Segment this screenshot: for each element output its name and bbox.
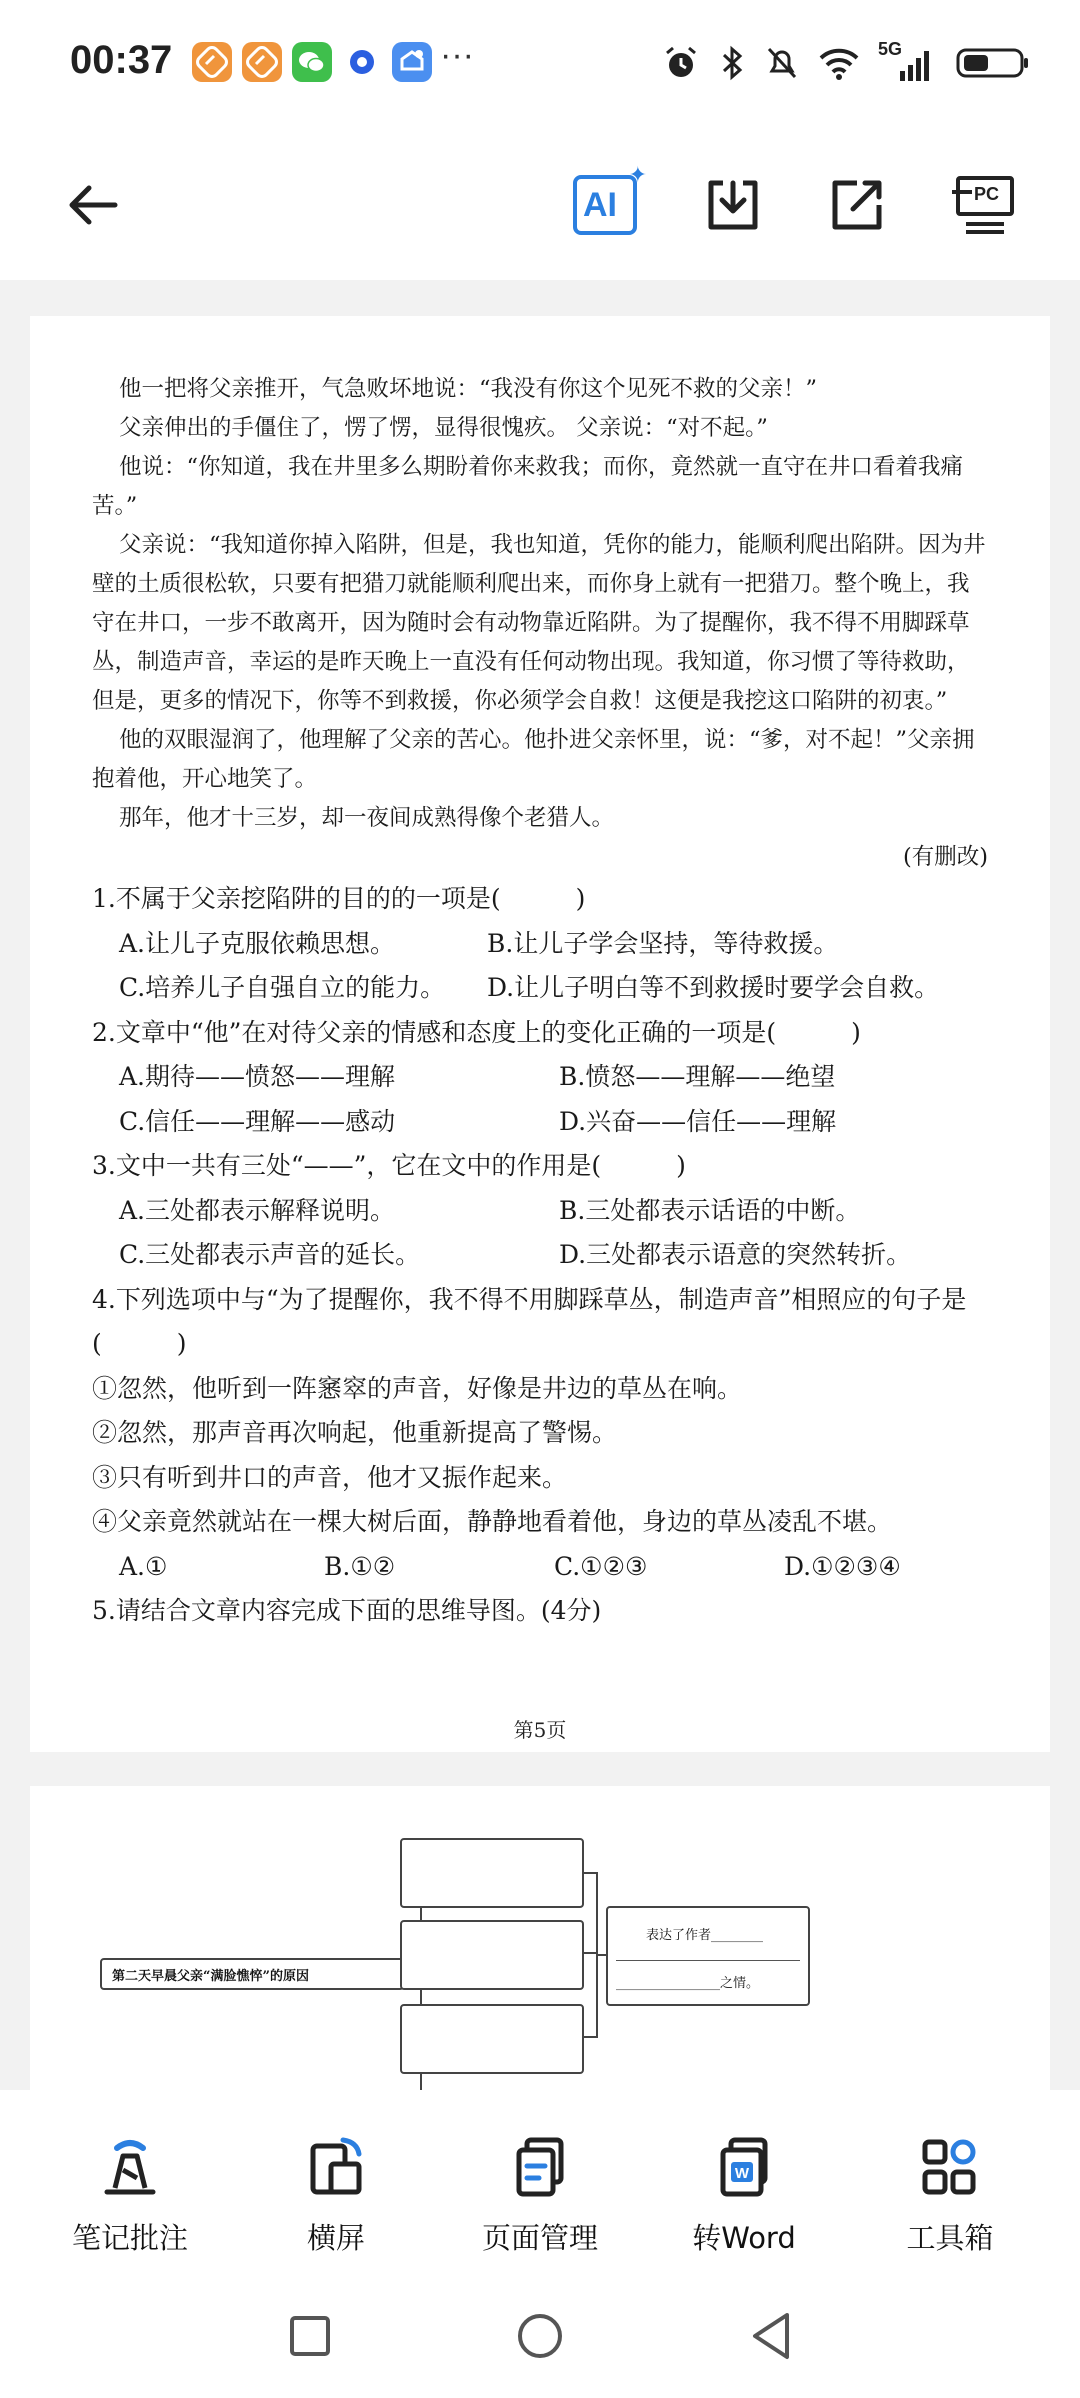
system-nav-bar xyxy=(0,2270,1080,2398)
option: D.三处都表示语意的突然转折。 xyxy=(559,1240,912,1269)
question-item: ①忽然，他听到一阵窸窣的声音，好像是井边的草丛在响。 xyxy=(92,1373,743,1403)
word-convert-icon xyxy=(644,2132,844,2202)
mind-map-blank-box[interactable] xyxy=(400,1838,584,1908)
option: B.①② xyxy=(324,1551,396,1581)
option: A.期待——愤怒——理解 xyxy=(119,1062,396,1091)
signal-icon xyxy=(878,39,938,83)
home-button[interactable] xyxy=(510,2306,570,2366)
convert-word-label: 转Word xyxy=(692,2221,796,2255)
option: B.三处都表示话语的中断。 xyxy=(559,1195,861,1225)
status-time: 00:37 xyxy=(70,38,173,82)
download-button[interactable] xyxy=(688,160,778,250)
app-orange-icon xyxy=(192,42,232,82)
question-item: ④父亲竟然就站在一棵大树后面，静静地看着他，身边的草丛凌乱不堪。 xyxy=(92,1507,893,1536)
page-content xyxy=(92,370,988,1634)
option-row xyxy=(92,1233,988,1278)
option: C.①②③ xyxy=(554,1551,648,1581)
ai-label: AI xyxy=(583,186,617,224)
source-note: (有删改) xyxy=(902,844,988,870)
mute-icon xyxy=(764,44,800,82)
ai-icon xyxy=(573,163,647,235)
mind-map-root-box xyxy=(100,1958,404,1990)
landscape-label: 横屏 xyxy=(306,2221,365,2255)
question-item: ③只有听到井口的声音，他才又振作起来。 xyxy=(92,1462,568,1492)
option-row xyxy=(92,1055,988,1100)
mind-map-conclusion-line1: 表达了作者________ xyxy=(646,1928,764,1943)
question-stem: 1.不属于父亲挖陷阱的目的的一项是( ) xyxy=(92,884,586,913)
option-row xyxy=(92,1545,988,1590)
option: D.让儿子明白等不到救援时要学会自救。 xyxy=(487,973,940,1002)
pc-icon xyxy=(952,174,1018,236)
paragraph: 父亲说：“我知道你掉入陷阱，但是，我也知道，凭你的能力，能顺利爬出陷阱。因为井壁的土质很松软，只要有把猎刀就能顺利爬出来，而你身上就有一把猎刀。整个晚上，我守在井口，一步不敢离开，因为随时会有动物靠近陷阱。为了提醒你，我不得不用脚踩草丛，制造声音，幸运的是昨天晚上一直没有任何动物出现。我知道，你习惯了等待救助，但是，更多的情况下，你等不到救援，你必须学会自救！这便是我挖这口陷阱的初衷。” xyxy=(92,532,986,714)
option: D.兴奋——信任——理解 xyxy=(559,1106,837,1136)
nav-back-button[interactable] xyxy=(740,2306,800,2366)
option: C.信任——理解——感动 xyxy=(119,1106,396,1136)
mind-map-root-label: 第二天早晨父亲“满脸憔悴”的原因 xyxy=(112,1969,309,1984)
option-row xyxy=(92,1189,988,1234)
app-orange-icon xyxy=(242,42,282,82)
back-arrow-icon xyxy=(63,175,123,235)
option-row xyxy=(92,922,988,967)
option: B.让儿子学会坚持，等待救援。 xyxy=(487,928,839,958)
toolbox-button[interactable] xyxy=(850,2132,1050,2257)
wechat-icon xyxy=(292,42,332,82)
option-row xyxy=(92,966,988,1011)
document-viewer[interactable] xyxy=(0,280,1080,2090)
annotate-pen-icon xyxy=(30,2132,230,2202)
status-bar xyxy=(0,0,1080,130)
ai-button[interactable] xyxy=(560,160,650,250)
question-stem: 5.请结合文章内容完成下面的思维导图。(4分) xyxy=(92,1596,602,1625)
paragraph: 他的双眼湿润了，他理解了父亲的苦心。他扑进父亲怀里，说：“爹，对不起！”父亲拥抱着他，开心地笑了。 xyxy=(92,727,975,792)
mind-map-blank-box[interactable] xyxy=(400,2004,584,2074)
paragraph: 他一把将父亲推开，气急败坏地说：“我没有你这个见死不救的父亲！” xyxy=(119,376,818,402)
page-manage-icon xyxy=(440,2132,640,2202)
annotate-label: 笔记批注 xyxy=(71,2221,188,2255)
question-stem: 2.文章中“他”在对待父亲的情感和态度上的变化正确的一项是( ) xyxy=(92,1017,861,1047)
bottom-action-bar xyxy=(0,2090,1080,2270)
paragraph: 他说：“你知道，我在井里多么期盼着你来救我；而你，竟然就一直守在井口看着我痛苦。” xyxy=(92,454,964,519)
option: A.三处都表示解释说明。 xyxy=(119,1195,396,1225)
cloud-app-icon xyxy=(392,42,432,82)
cast-to-pc-button[interactable] xyxy=(940,160,1030,250)
download-icon xyxy=(703,175,763,235)
option: A.让儿子克服依赖思想。 xyxy=(119,928,396,958)
rotate-landscape-icon xyxy=(236,2132,436,2202)
toolbox-label: 工具箱 xyxy=(906,2221,994,2255)
option: D.①②③④ xyxy=(784,1551,901,1581)
wifi-icon xyxy=(818,44,860,82)
page-number: 第5页 xyxy=(513,1718,567,1742)
pc-label: PC xyxy=(974,184,1000,204)
annotate-button[interactable] xyxy=(30,2132,230,2257)
home-icon xyxy=(513,2309,567,2363)
share-icon xyxy=(827,175,887,235)
record-icon xyxy=(342,42,382,82)
share-button[interactable] xyxy=(812,160,902,250)
document-page[interactable] xyxy=(30,1786,1050,2090)
paragraph: 父亲伸出的手僵住了，愣了愣，显得很愧疚。 父亲说：“对不起。” xyxy=(119,415,768,441)
alarm-icon xyxy=(662,44,700,82)
convert-word-button[interactable] xyxy=(644,2132,844,2257)
recent-apps-button[interactable] xyxy=(280,2306,340,2366)
mind-map-conclusion-box[interactable] xyxy=(606,1906,810,2006)
option: B.愤怒——理解——绝望 xyxy=(559,1062,836,1091)
paragraph: 那年，他才十三岁，却一夜间成熟得像个老猎人。 xyxy=(119,805,615,831)
question-item: ②忽然，那声音再次响起，他重新提高了警惕。 xyxy=(92,1418,618,1447)
option: C.培养儿子自强自立的能力。 xyxy=(119,973,446,1002)
landscape-button[interactable] xyxy=(236,2132,436,2257)
option-row xyxy=(92,1100,988,1145)
page-manage-label: 页面管理 xyxy=(481,2221,598,2255)
mind-map-conclusion-line2: ________________之情。 xyxy=(616,1976,760,1991)
toolbox-icon xyxy=(850,2132,1050,2202)
document-page[interactable] xyxy=(30,316,1050,1752)
document-toolbar xyxy=(0,130,1080,280)
option: C.三处都表示声音的延长。 xyxy=(119,1240,421,1269)
recent-apps-icon xyxy=(285,2311,335,2361)
system-icons xyxy=(662,40,1030,86)
option: A.① xyxy=(119,1551,168,1581)
svg-text:W: W xyxy=(734,2165,750,2182)
more-notifications-icon: ··· xyxy=(440,36,474,74)
mind-map-blank-box[interactable] xyxy=(400,1920,584,1990)
battery-icon xyxy=(956,44,1030,82)
network-label: 5G xyxy=(878,39,903,59)
sparkle-icon: ✦ xyxy=(628,163,647,188)
bluetooth-icon xyxy=(718,44,746,82)
back-button[interactable] xyxy=(48,160,138,250)
question-stem: 4.下列选项中与“为了提醒你，我不得不用脚踩草丛，制造声音”相照应的句子是( ) xyxy=(92,1284,967,1358)
page-manage-button[interactable] xyxy=(440,2132,640,2257)
question-stem: 3.文中一共有三处“——”，它在文中的作用是( ) xyxy=(92,1151,686,1180)
back-icon xyxy=(745,2309,795,2363)
